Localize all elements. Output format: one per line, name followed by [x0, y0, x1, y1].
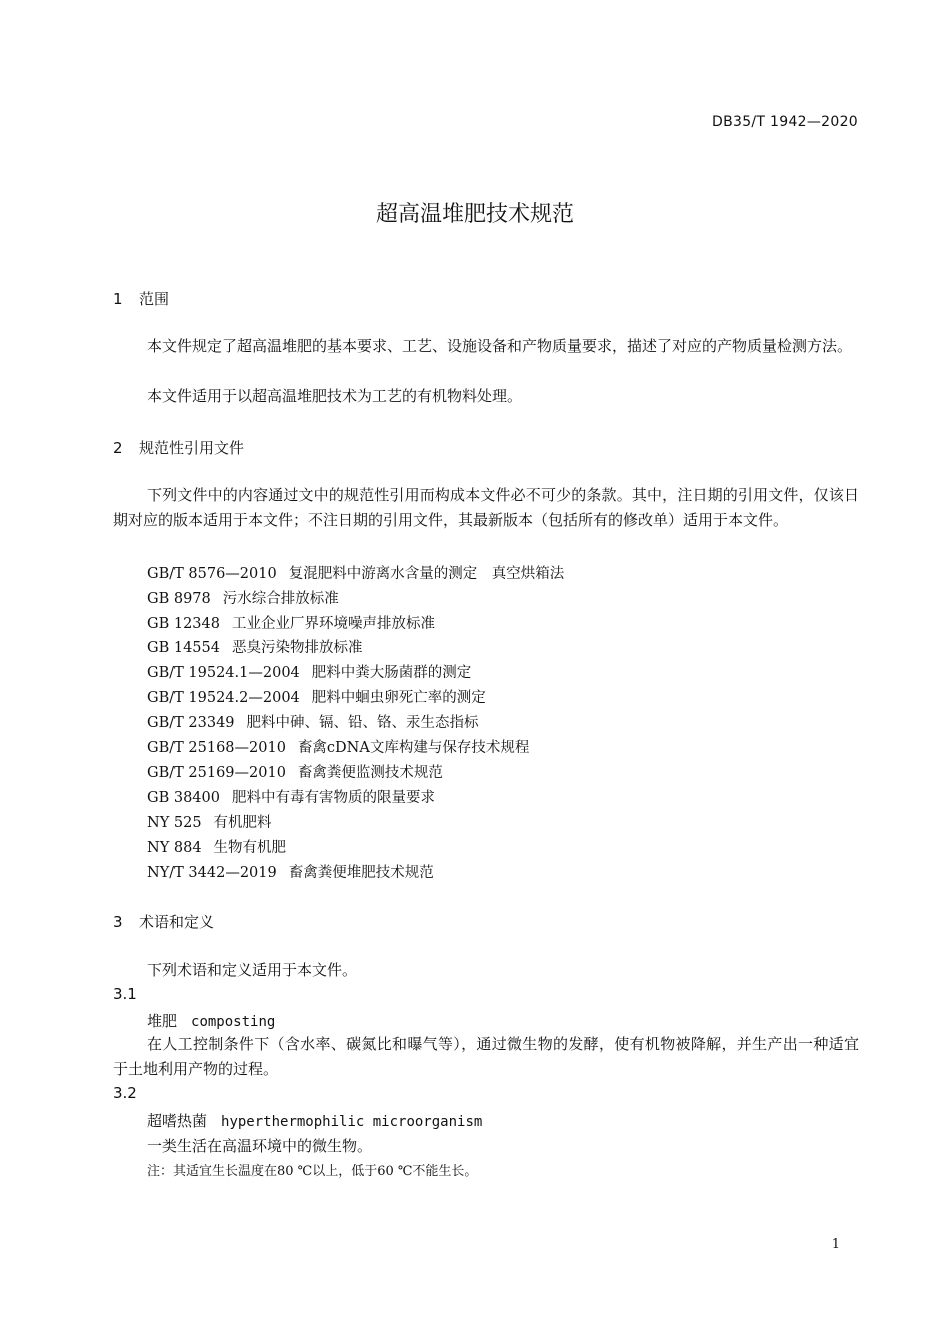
- section-1-paragraph-2: 本文件适用于以超高温堆肥技术为工艺的有机物料处理。: [147, 387, 523, 405]
- reference-item: [147, 711, 479, 732]
- section-number: 3: [113, 913, 123, 931]
- term-definition: 在人工控制条件下（含水率、碳氮比和曝气等），通过微生物的发酵，使有机物被降解，并生产出一种适宜于土地利用产物的过程。: [113, 1035, 859, 1078]
- page-number: 1: [831, 1237, 840, 1252]
- term-english: composting: [191, 1014, 276, 1030]
- clause-number: 3.1: [113, 985, 137, 1003]
- section-number: 2: [113, 439, 123, 457]
- reference-code: GB 8978: [147, 591, 211, 607]
- clause-number: 3.2: [113, 1084, 137, 1102]
- term-definition: 一类生活在高温环境中的微生物。: [147, 1137, 373, 1155]
- reference-item: [147, 836, 286, 857]
- term-chinese: 超嗜热菌: [147, 1112, 208, 1130]
- reference-name: 有机肥料: [213, 815, 272, 831]
- term-chinese: 堆肥: [147, 1012, 178, 1030]
- standard-code: DB35/T 1942—2020: [712, 114, 858, 130]
- reference-code: GB 14554: [147, 640, 220, 656]
- section-1-heading: [113, 288, 169, 309]
- reference-item: [147, 761, 443, 782]
- reference-code: NY/T 3442—2019: [147, 865, 277, 881]
- reference-name: 畜禽cDNA文库构建与保存技术规程: [297, 740, 530, 756]
- section-2-intro: 下列文件中的内容通过文中的规范性引用而构成本文件必不可少的条款。其中，注日期的引用文件，仅该日期对应的版本适用于本文件；不注日期的引用文件，其最新版本（包括所有的修改单）适用于本文件。: [113, 486, 859, 529]
- reference-name: 肥料中蛔虫卵死亡率的测定: [311, 690, 486, 706]
- term-entry: [147, 1010, 275, 1031]
- reference-name: 复混肥料中游离水含量的测定 真空烘箱法: [288, 566, 565, 582]
- reference-item: [147, 736, 529, 757]
- reference-name: 工业企业厂界环境噪声排放标准: [231, 616, 435, 632]
- reference-code: NY 884: [147, 840, 202, 856]
- reference-item: [147, 587, 339, 608]
- reference-item: [147, 686, 486, 707]
- term-entry: [147, 1110, 482, 1131]
- reference-code: GB 38400: [147, 790, 220, 806]
- reference-code: GB/T 8576—2010: [147, 566, 277, 582]
- reference-item: [147, 612, 435, 633]
- document-title: 超高温堆肥技术规范: [375, 202, 574, 227]
- reference-code: GB/T 25168—2010: [147, 740, 286, 756]
- section-number: 1: [113, 290, 123, 308]
- reference-name: 肥料中粪大肠菌群的测定: [311, 665, 472, 681]
- reference-name: 畜禽粪便堆肥技术规范: [288, 865, 434, 881]
- reference-name: 肥料中砷、镉、铅、铬、汞生态指标: [246, 715, 479, 731]
- section-title: 范围: [139, 290, 170, 308]
- reference-code: NY 525: [147, 815, 202, 831]
- reference-code: GB/T 23349: [147, 715, 235, 731]
- reference-name: 肥料中有毒有害物质的限量要求: [231, 790, 435, 806]
- reference-item: [147, 661, 471, 682]
- term-english: hyperthermophilic microorganism: [221, 1114, 483, 1130]
- section-2-heading: [113, 437, 244, 458]
- reference-name: 生物有机肥: [213, 840, 287, 856]
- section-title: 术语和定义: [139, 913, 215, 931]
- reference-item: [147, 861, 434, 882]
- reference-code: GB/T 19524.2—2004: [147, 690, 300, 706]
- reference-code: GB/T 25169—2010: [147, 765, 286, 781]
- reference-name: 恶臭污染物排放标准: [231, 640, 363, 656]
- reference-code: GB/T 19524.1—2004: [147, 665, 300, 681]
- reference-code: GB 12348: [147, 616, 220, 632]
- section-3-intro: 下列术语和定义适用于本文件。: [147, 961, 358, 979]
- reference-item: [147, 786, 435, 807]
- term-note: 注：其适宜生长温度在80 ℃以上，低于60 ℃不能生长。: [147, 1164, 478, 1179]
- section-3-heading: [113, 911, 214, 932]
- reference-item: [147, 811, 272, 832]
- reference-name: 污水综合排放标准: [222, 591, 339, 607]
- section-title: 规范性引用文件: [139, 439, 245, 457]
- reference-name: 畜禽粪便监测技术规范: [297, 765, 443, 781]
- reference-item: [147, 562, 564, 583]
- section-1-paragraph-1: 本文件规定了超高温堆肥的基本要求、工艺、设施设备和产物质量要求，描述了对应的产物质量检测方法。: [147, 337, 853, 355]
- reference-item: [147, 636, 362, 657]
